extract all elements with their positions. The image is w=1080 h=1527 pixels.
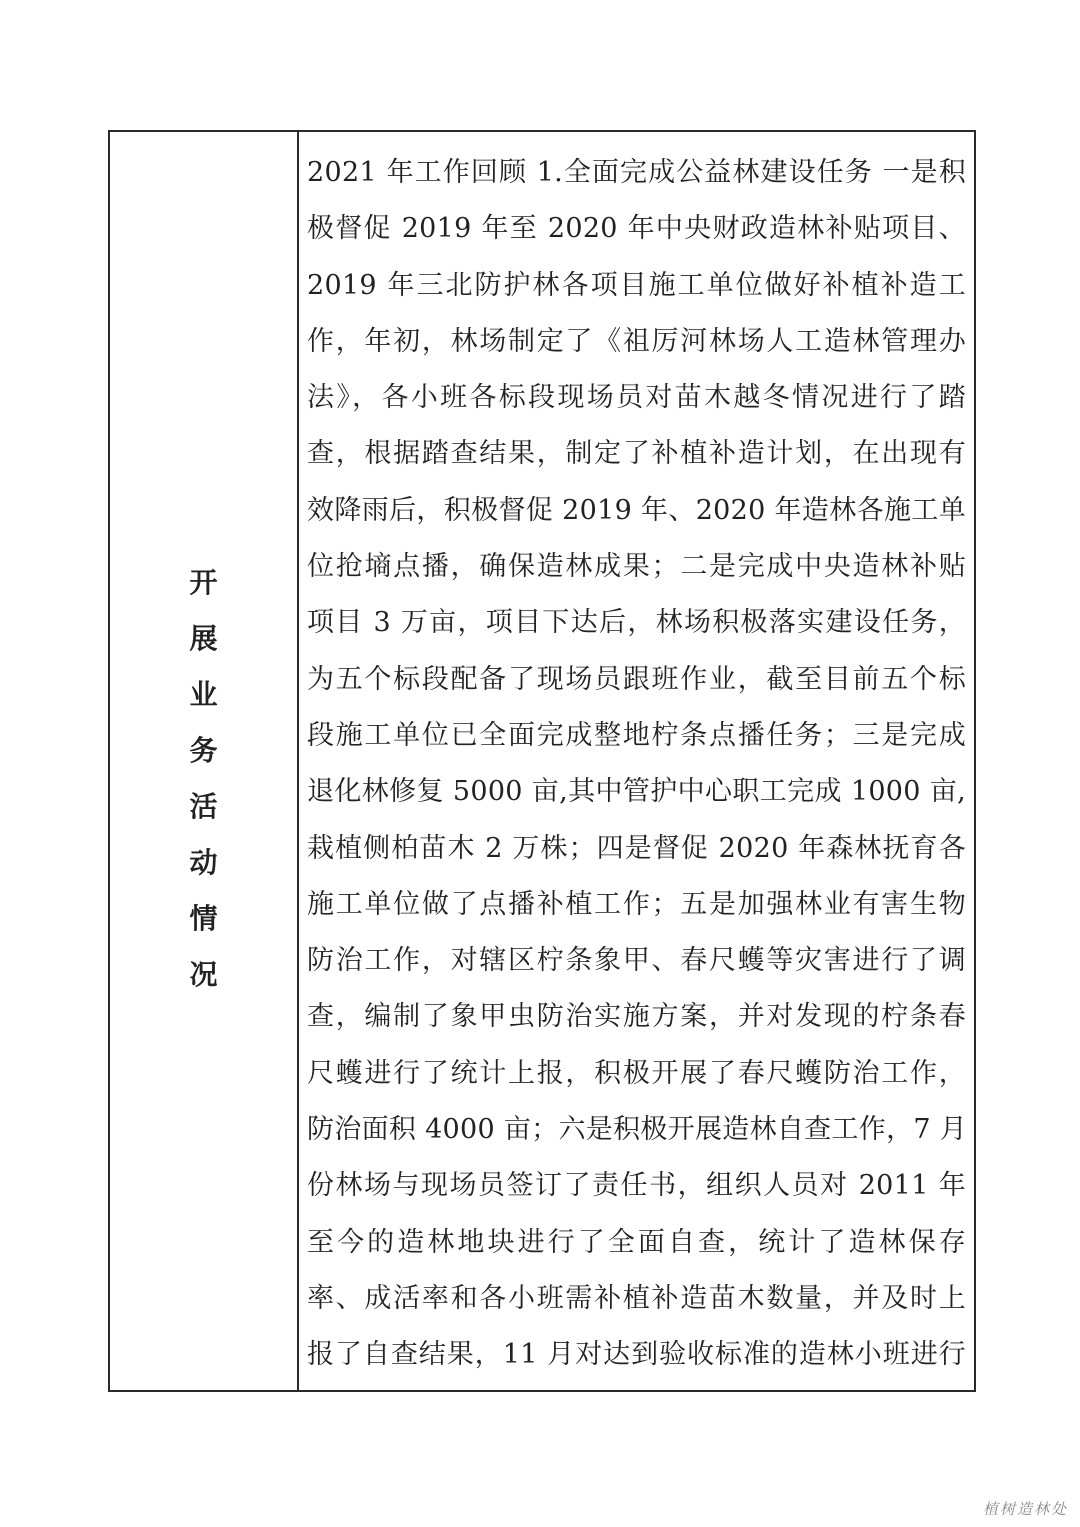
content-line: 极督促 2019 年至 2020 年中央财政造林补贴项目、: [307, 213, 966, 245]
content-line: 率、成活率和各小班需补植补造苗木数量，并及时上: [307, 1282, 966, 1314]
content-line: 2021 年工作回顾 1.全面完成公益林建设任务 一是积: [307, 157, 966, 188]
row-label: [189, 555, 217, 1003]
content-line: 查，根据踏查结果，制定了补植补造计划，在出现有: [307, 438, 966, 470]
content-line: 项目 3 万亩，项目下达后，林场积极落实建设任务，: [307, 607, 966, 639]
label-char: 活: [189, 790, 218, 823]
content-line: 施工单位做了点播补植工作；五是加强林业有害生物: [307, 888, 966, 920]
content-line: 段施工单位已全面完成整地柠条点播任务；三是完成: [307, 719, 966, 751]
label-char: 展: [189, 622, 218, 655]
content-line: 份林场与现场员签订了责任书，组织人员对 2011 年: [307, 1170, 966, 1202]
content-line: 作，年初，林场制定了《祖厉河林场人工造林管理办: [307, 325, 966, 357]
watermark: 植树造林处: [982, 1500, 1068, 1518]
label-char: 务: [189, 734, 218, 767]
content-line: 效降雨后，积极督促 2019 年、2020 年造林各施工单: [307, 494, 966, 526]
content-line: 报了自查结果，11 月对达到验收标准的造林小班进行: [307, 1339, 966, 1371]
content-line: 位抢墒点播，确保造林成果；二是完成中央造林补贴: [307, 551, 966, 583]
label-char: 开: [189, 566, 218, 599]
label-char: 情: [189, 902, 218, 935]
content-line: 防治工作，对辖区柠条象甲、春尺蠖等灾害进行了调: [307, 945, 966, 977]
content-line: 为五个标段配备了现场员跟班作业，截至目前五个标: [307, 663, 966, 695]
label-char: 业: [189, 678, 218, 711]
content-line: 查，编制了象甲虫防治实施方案，并对发现的柠条春: [307, 1001, 966, 1033]
content-line: 法》，各小班各标段现场员对苗木越冬情况进行了踏: [307, 382, 966, 414]
content-cell: [299, 132, 974, 1390]
label-char: 动: [189, 846, 218, 879]
content-line: 尺蠖进行了统计上报，积极开展了春尺蠖防治工作，: [307, 1057, 966, 1089]
label-cell: [110, 132, 299, 1390]
content-line: 退化林修复 5000 亩,其中管护中心职工完成 1000 亩,: [307, 776, 966, 808]
content-line: 至今的造林地块进行了全面自查，统计了造林保存: [307, 1226, 966, 1258]
content-line: 防治面积 4000 亩；六是积极开展造林自查工作，7 月: [307, 1114, 968, 1146]
label-char: 况: [189, 958, 218, 991]
content-line: 2019 年三北防护林各项目施工单位做好补植补造工: [307, 269, 966, 301]
activity-table: [108, 130, 976, 1392]
content-line: 栽植侧柏苗木 2 万株；四是督促 2020 年森林抚育各: [307, 832, 966, 864]
